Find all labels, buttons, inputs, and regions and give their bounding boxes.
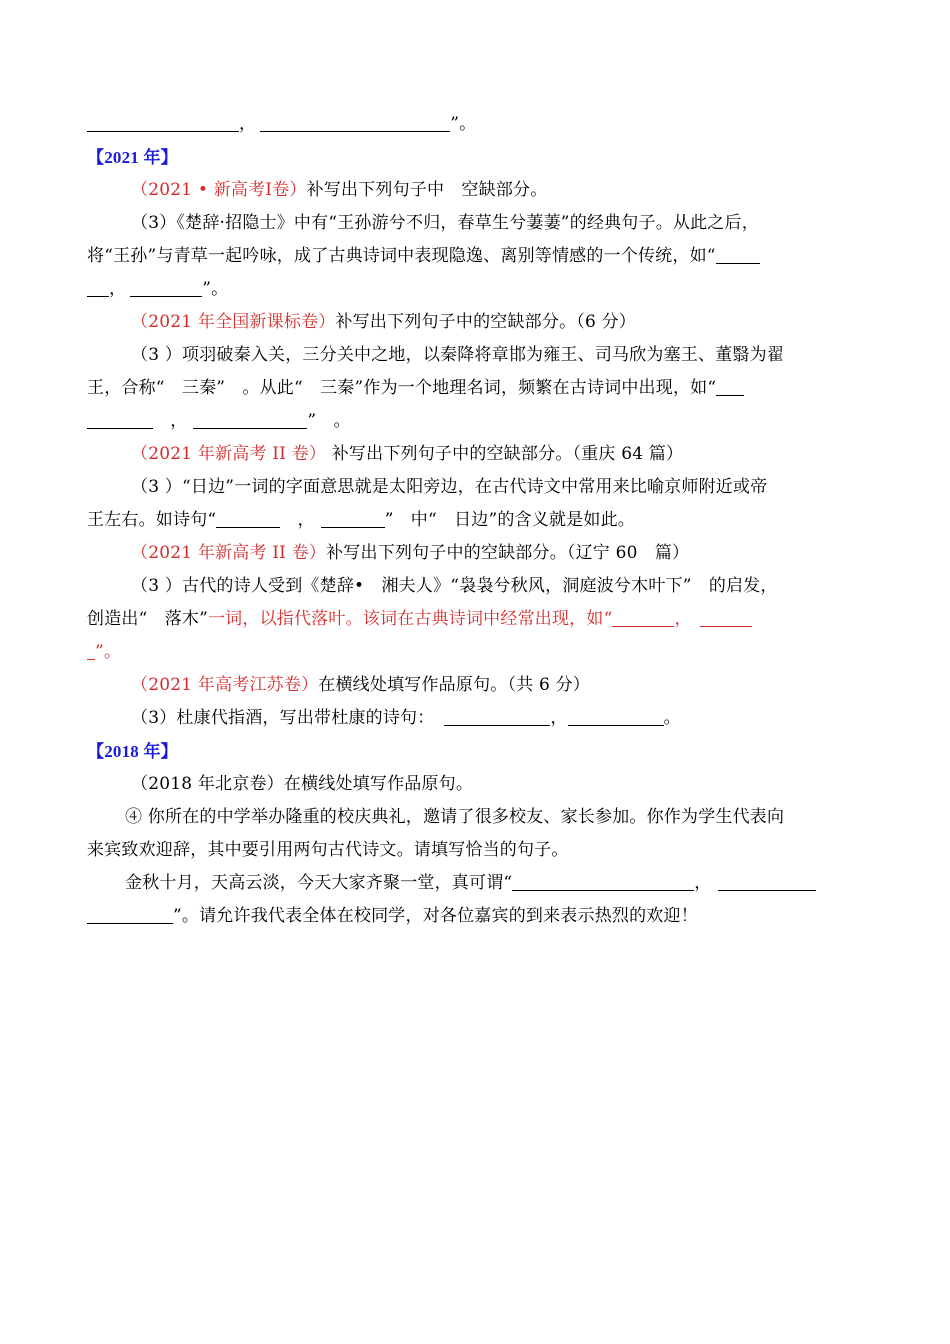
answer-blank[interactable] xyxy=(321,507,385,528)
question-3-text xyxy=(87,504,862,537)
question-1-header xyxy=(87,174,862,207)
question-instruction: 补写出下列句子中的空缺部分。（辽宁 60 篇） xyxy=(326,543,690,563)
question-6-text xyxy=(87,867,862,900)
question-instruction: 补写出下列句子中 空缺部分。 xyxy=(306,180,548,200)
question-2-header xyxy=(87,306,862,339)
answer-blank[interactable] xyxy=(718,870,816,891)
question-text: （3）杜康代指酒，写出带杜康的诗句： xyxy=(131,708,435,728)
question-instruction: 在横线处填写作品原句。（共 6 分） xyxy=(318,675,591,695)
punctuation: ， xyxy=(694,873,712,893)
answer-blank[interactable] xyxy=(87,903,173,924)
punctuation: ” 。 xyxy=(307,411,351,431)
question-text-red: 一词，以指代落叶。该词在古典诗词中经常出现，如“ xyxy=(207,609,613,629)
section-heading-2018: 【2018 年】 xyxy=(87,742,178,761)
question-instruction: 补写出下列句子中的空缺部分。（6 分） xyxy=(335,312,636,332)
answer-blank[interactable] xyxy=(568,705,664,726)
question-1-text: （3）《楚辞·招隐士》中有“王孙游兮不归，春草生兮萋萋”的经典句子。从此之后， xyxy=(131,213,759,233)
answer-blank[interactable] xyxy=(716,243,760,264)
answer-blank[interactable] xyxy=(612,606,674,627)
question-instruction: 补写出下列句子中的空缺部分。（重庆 64 篇） xyxy=(326,444,684,464)
document-page xyxy=(87,108,862,933)
question-source: （2021 年新高考 II 卷） xyxy=(131,444,327,464)
answer-blank[interactable] xyxy=(260,111,450,132)
question-text: 创造出“ 落木” xyxy=(87,609,208,629)
continuation-line: ， ”。 xyxy=(87,108,862,141)
question-5-text xyxy=(87,702,862,735)
punctuation: ”。 xyxy=(202,279,229,299)
answer-blank[interactable] xyxy=(216,507,280,528)
question-2-text xyxy=(87,372,862,405)
question-text: ”。请允许我代表全体在校同学，对各位嘉宾的到来表示热烈的欢迎！ xyxy=(173,906,698,926)
punctuation: ， xyxy=(280,510,315,530)
answer-blank[interactable] xyxy=(87,639,95,660)
question-text: 王左右。如诗句“ xyxy=(87,510,217,530)
answer-blank[interactable] xyxy=(193,408,307,429)
question-3-header xyxy=(87,438,862,471)
question-source: （2021 • 新高考Ⅰ卷） xyxy=(131,180,307,200)
answer-blank[interactable] xyxy=(444,705,550,726)
question-1-text xyxy=(87,273,862,306)
question-4-text: （3 ）古代的诗人受到《楚辞• 湘夫人》“袅袅兮秋风，洞庭波兮木叶下” 的启发， xyxy=(131,576,778,596)
answer-blank[interactable] xyxy=(130,276,202,297)
answer-blank[interactable] xyxy=(716,375,744,396)
question-5-header xyxy=(87,669,862,702)
answer-blank[interactable] xyxy=(700,606,752,627)
question-text: 将“王孙”与青草一起吟咏，成了古典诗词中表现隐逸、离别等情感的一个传统，如“ xyxy=(87,246,716,266)
question-6-text: 来宾致欢迎辞，其中要引用两句古代诗文。请填写恰当的句子。 xyxy=(87,840,569,860)
question-6-text xyxy=(87,900,862,933)
punctuation: ”。 xyxy=(450,114,477,134)
question-text: 金秋十月，天高云淡，今天大家齐聚一堂，真可谓“ xyxy=(125,873,513,893)
question-3-text: （3 ）“日边”一词的字面意思就是太阳旁边，在古代诗文中常用来比喻京师附近或帝 xyxy=(131,477,768,497)
question-2-text xyxy=(87,405,862,438)
answer-blank[interactable] xyxy=(87,276,109,297)
question-source: （2021 年全国新课标卷） xyxy=(131,312,336,332)
punctuation: ， xyxy=(153,411,188,431)
question-text: ” 中“ 日边”的含义就是如此。 xyxy=(384,510,635,530)
question-4-text xyxy=(87,603,862,636)
punctuation: ， xyxy=(109,279,127,299)
punctuation: ， xyxy=(674,609,692,629)
question-text: 王，合称“ 三秦” 。从此“ 三秦”作为一个地理名词，频繁在古诗词中出现，如“ xyxy=(87,378,717,398)
answer-blank[interactable] xyxy=(87,111,239,132)
question-2-text: （3 ）项羽破秦入关，三分关中之地，以秦降将章邯为雍王、司马欣为塞王、董翳为翟 xyxy=(131,345,785,365)
question-4-header xyxy=(87,537,862,570)
question-source: （2021 年新高考 II 卷） xyxy=(131,543,327,563)
question-1-text xyxy=(87,240,862,273)
punctuation: 。 xyxy=(663,708,681,728)
question-6-text: ④ 你所在的中学举办隆重的校庆典礼，邀请了很多校友、家长参加。你作为学生代表向 xyxy=(125,807,785,827)
section-heading-2021: 【2021 年】 xyxy=(87,148,178,167)
punctuation: ， xyxy=(550,708,568,728)
question-source: （2021 年高考江苏卷） xyxy=(131,675,319,695)
answer-blank[interactable] xyxy=(87,408,153,429)
question-4-text xyxy=(87,636,862,669)
question-6-header: （2018 年北京卷）在横线处填写作品原句。 xyxy=(131,774,474,794)
answer-blank[interactable] xyxy=(512,870,694,891)
punctuation: ”。 xyxy=(95,642,122,662)
